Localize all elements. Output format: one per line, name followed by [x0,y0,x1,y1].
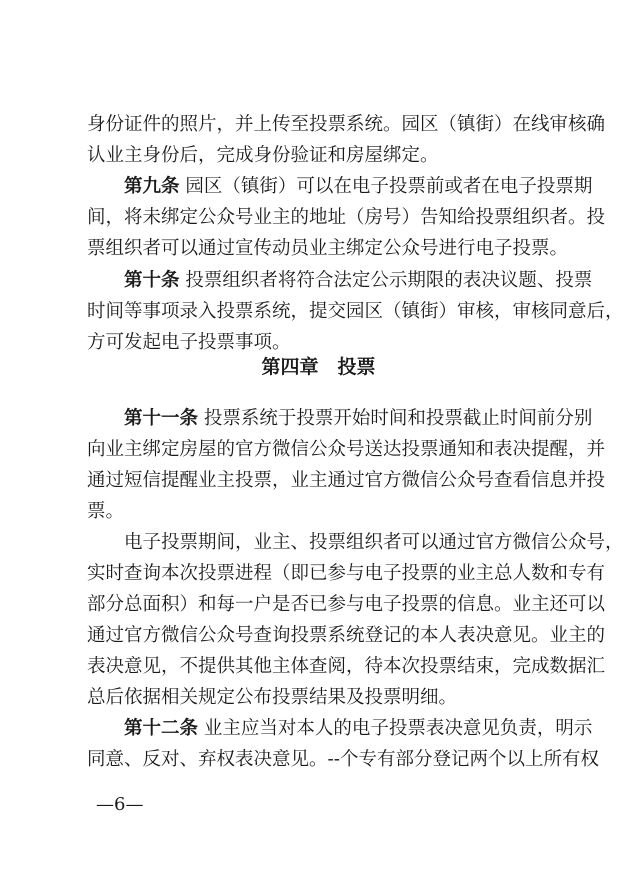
text-line [87,559,606,589]
article-9-line [124,172,593,202]
article-heading: 第十条 [124,270,180,291]
text-line [87,621,606,651]
line-text: 通过短信提醒业主投票，业主通过官方微信公众号查看信息并投 [87,470,606,491]
line-text: 电子投票期间，业主、投票组织者可以通过官方微信公众号， [124,532,624,553]
text-line [87,203,606,233]
article-11-line [124,404,593,434]
text-line [87,652,606,682]
line-text: 同意、反对、弃权表决意见。--个专有部分登记两个以上所有权 [87,749,600,770]
article-heading: 第九条 [124,176,180,197]
chapter-title: 第四章 投票 [261,356,376,378]
line-text: 业主应当对本人的电子投票表决意见负责，明示 [203,718,593,739]
text-line [87,466,606,496]
line-text: 通过官方微信公众号查询投票系统登记的本人表决意见。业主的 [87,625,606,646]
line-text: 票。 [87,501,125,522]
text-line [87,141,567,171]
text-line [87,297,624,327]
article-12-line [124,714,593,744]
line-text: 总后依据相关规定公布投票结果及投票明细。 [87,687,458,708]
line-text: 园区（镇街）可以在电子投票前或者在电子投票期 [185,176,593,197]
text-line [124,528,624,558]
text-line [87,234,567,264]
text-line [87,435,606,465]
line-text: 投票组织者将符合法定公示期限的表决议题、投票 [185,270,593,291]
line-text: 实时查询本次投票进程（即已参与电子投票的业主总人数和专有 [87,563,606,584]
text-line [87,683,567,713]
line-text: 部分总面积）和每一户是否已参与电子投票的信息。业主还可以 [87,594,606,615]
line-text: 表决意见，不提供其他主体查阅，待本次投票结束，完成数据汇 [87,656,606,677]
article-heading: 第十二条 [124,718,199,739]
text-line [87,745,600,775]
line-text: 票组织者可以通过宣传动员业主绑定公众号进行电子投票。 [87,238,569,259]
article-10-line [124,266,593,296]
line-text: 投票系统于投票开始时间和投票截止时间前分别 [203,408,593,429]
article-heading: 第十一条 [124,408,199,429]
text-line [87,590,606,620]
line-text: 时间等事项录入投票系统，提交园区（镇街）审核，审核同意后， [87,301,624,322]
page-number: —6— [96,794,144,815]
line-text: 方可发起电子投票事项。 [87,332,291,353]
line-text: 身份证件的照片，并上传至投票系统。园区（镇街）在线审核确 [87,114,606,135]
text-line [87,110,606,140]
line-text: 认业主身份后，完成身份验证和房屋绑定。 [87,145,439,166]
line-text: 向业主绑定房屋的官方微信公众号送达投票通知和表决提醒，并 [87,439,606,460]
text-line [87,497,567,527]
line-text: 间，将未绑定公众号业主的地址（房号）告知给投票组织者。投 [87,207,606,228]
